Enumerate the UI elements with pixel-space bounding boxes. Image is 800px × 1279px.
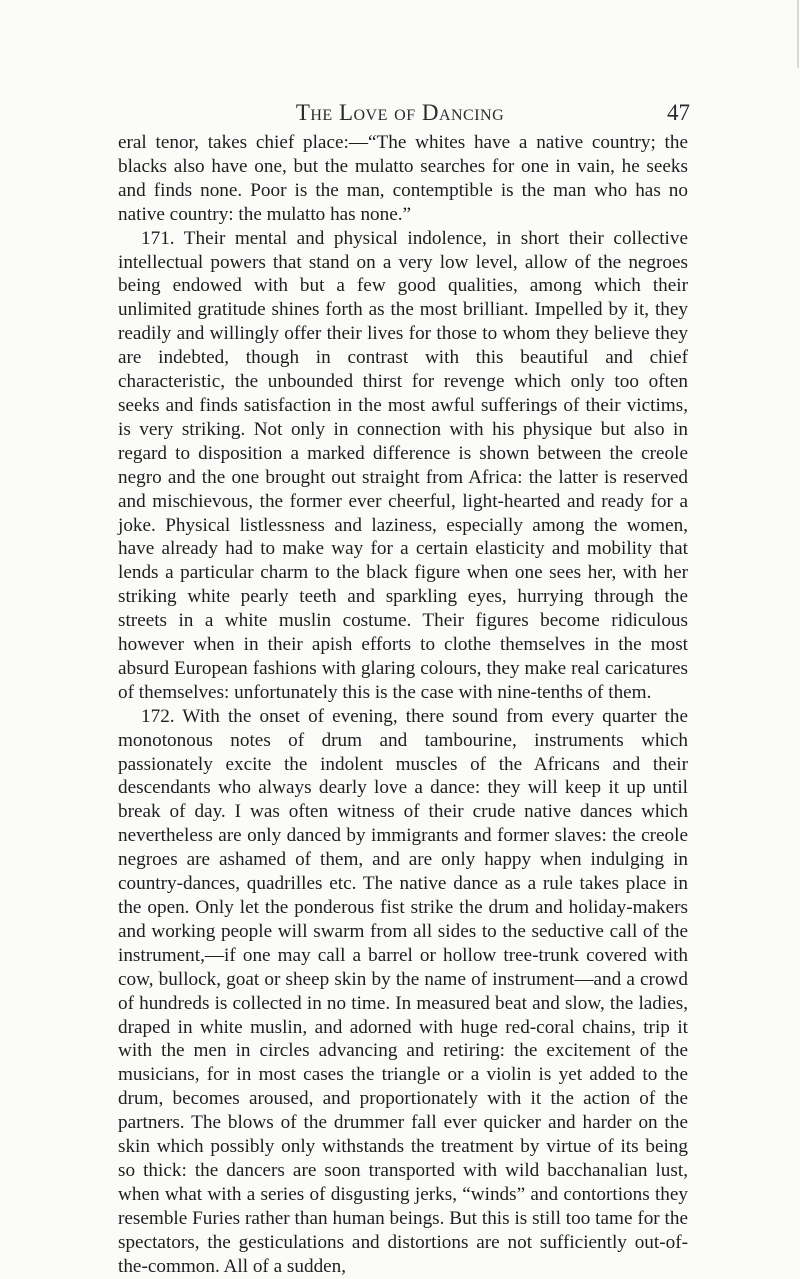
page-edge-line (797, 0, 799, 68)
page-number: 47 (667, 100, 690, 125)
running-title: The Love of Dancing (295, 100, 505, 125)
running-header (118, 100, 690, 128)
paragraph-171: 171. Their mental and physical indolence, in short their collective intellectual powers that stand on a very low level, allow of the negroes being endowed with but a few good qualities, among which their unlimited gratitude shines forth as the most brilliant. Impelled by it, they readily and willingly offer their lives for those to whom they believe they are indebted, though in contrast with this beautiful and chief characteristic, the unbounded thirst for revenge which only too often seeks and finds satisfaction in the most awful sufferings of their victims, is very striking. Not only in connection with his physique but also in regard to disposition a marked difference is shown between the creole negro and the one brought out straight from Africa: the latter is reserved and mischievous, the former ever cheerful, light-hearted and ready for a joke. Physical listlessness and laziness, especially among the women, have already had to make way for a certain elasticity and mobility that lends a particular charm to the black figure when one sees her, with her striking white pearly teeth and sparkling eyes, hurrying through the streets in a white muslin costume. Their figures become ridiculous however when in their apish efforts to clothe themselves in the most absurd European fashions with glaring colours, they make real caricatures of themselves: unfortunately this is the case with nine-tenths of them. (118, 227, 688, 703)
paragraph-172: 172. With the onset of evening, there sound from every quarter the monotonous notes of drum and tambourine, instruments which passionately excite the indolent muscles of the Africans and their descendants who always dearly love a dance: they will keep it up until break of day. I was often witness of their crude native dances which nevertheless are only danced by immigrants and former slaves: the creole negroes are ashamed of them, and are only happy when indulging in country-dances, quadrilles etc. The native dance as a rule takes place in the open. Only let the ponderous fist strike the drum and holiday-makers and working people will swarm from all sides to the seductive call of the instrument,—if one may call a barrel or hollow tree-trunk covered with cow, bullock, goat or sheep skin by the name of instrument—and a crowd of hundreds is collected in no time. In measured beat and slow, the ladies, draped in white muslin, and adorned with huge red-coral chains, trip it with the men in circles advancing and retiring: the excitement of the musicians, for in most cases the triangle or a violin is yet added to the drum, becomes aroused, and proportionately with it the action of the partners. The blows of the drummer fall ever quicker and harder on the skin which possibly only withstands the treatment by virtue of its being so thick: the dancers are soon transported with wild bacchanalian lust, when what with a series of disgusting jerks, “winds” and contortions they resemble Furies rather than human beings. But this is still too tame for the spectators, the gesticulations and distortions are not sufficiently out-of-the-common. All of a sudden, (118, 705, 688, 1277)
body-text (118, 131, 688, 1279)
paragraph-continued: eral tenor, takes chief place:—“The whites have a native country; the blacks also have one, but the mulatto searches for one in vain, he seeks and finds none. Poor is the man, contemptible is the man who has no native country: the mulatto has none.” (118, 132, 688, 225)
